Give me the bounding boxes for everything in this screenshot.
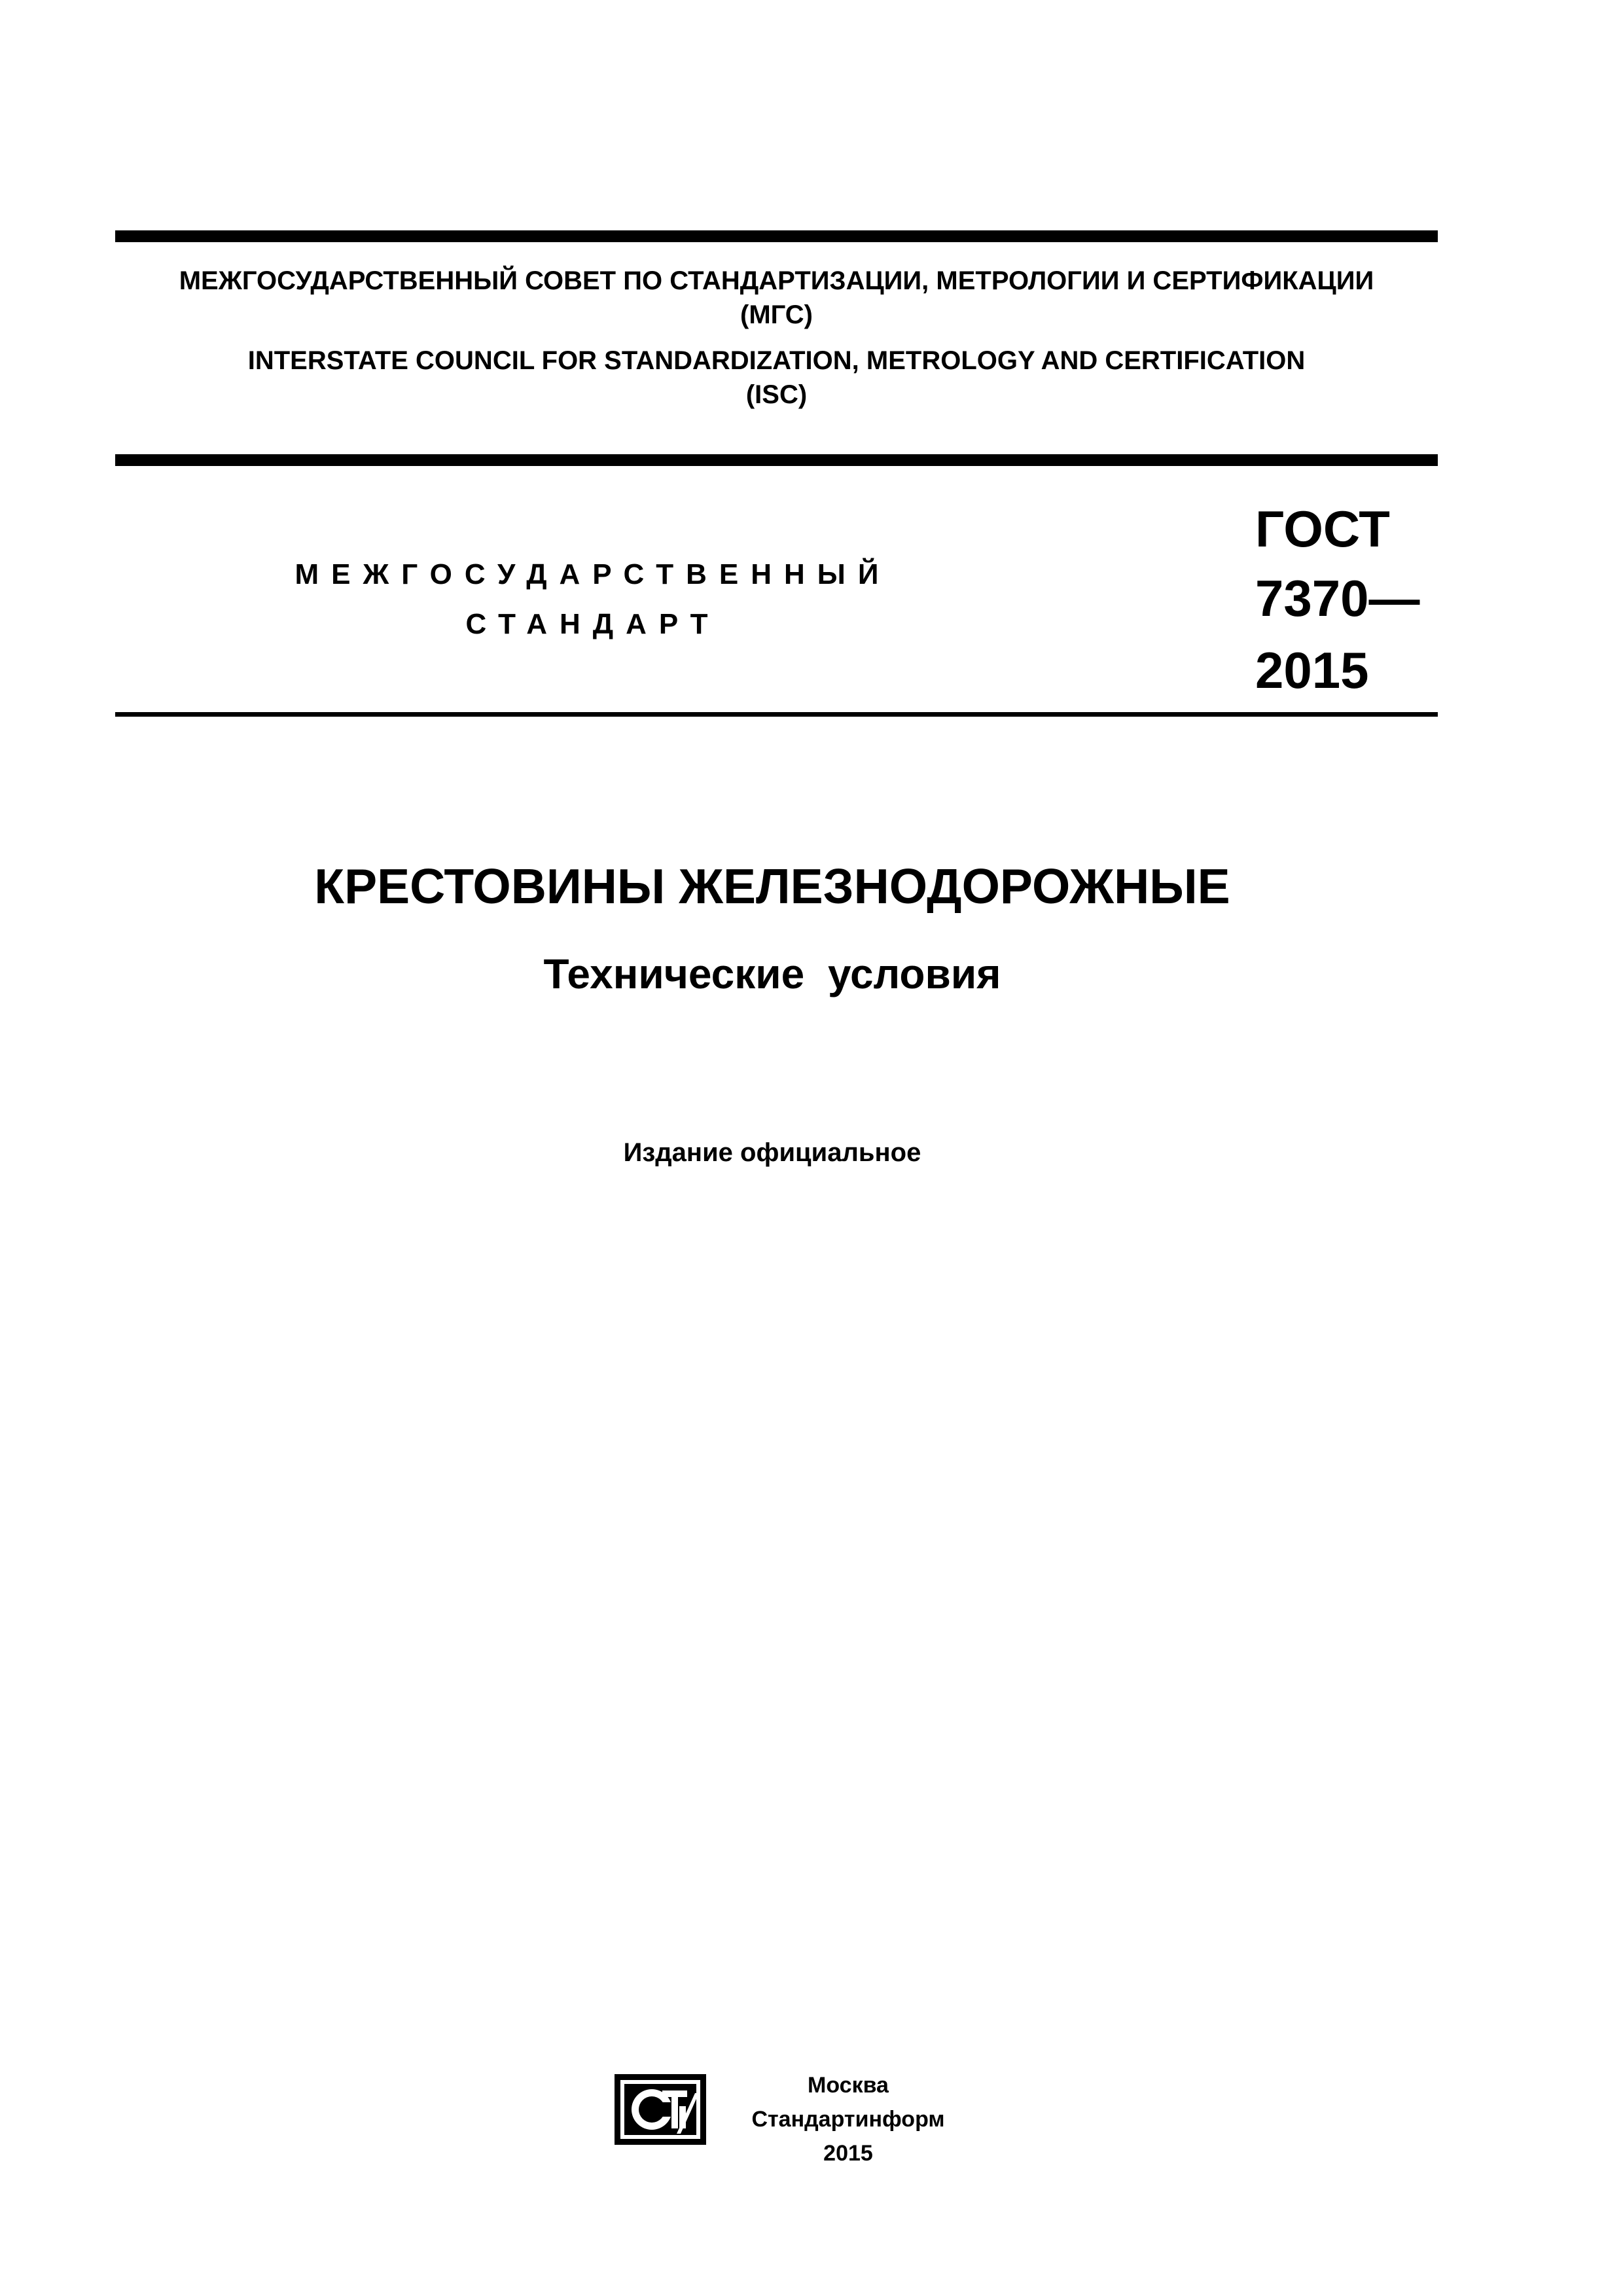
publisher-name: Стандартинформ bbox=[751, 2107, 945, 2132]
council-name-en: INTERSTATE COUNCIL FOR STANDARDIZATION, METROLOGY AND CERTIFICATION bbox=[247, 346, 1306, 375]
publisher-year: 2015 bbox=[823, 2141, 873, 2166]
document-subtitle: Технические условия bbox=[543, 950, 1001, 997]
gost-designation-number: 7370— bbox=[1255, 569, 1420, 627]
middle-divider bbox=[115, 454, 1438, 466]
council-abbr-en: (ISC) bbox=[745, 380, 808, 409]
council-name-ru: МЕЖГОСУДАРСТВЕННЫЙ СОВЕТ ПО СТАНДАРТИЗАЦИИ, МЕТРОЛОГИИ И СЕРТИФИКАЦИИ bbox=[179, 266, 1374, 295]
document-title: КРЕСТОВИНЫ ЖЕЛЕЗНОДОРОЖНЫЕ bbox=[314, 859, 1230, 914]
bottom-divider bbox=[115, 712, 1438, 717]
publisher-city: Москва bbox=[808, 2073, 889, 2098]
edition-note: Издание официальное bbox=[623, 1138, 921, 1167]
top-divider bbox=[115, 230, 1438, 242]
gost-designation-prefix: ГОСТ bbox=[1255, 500, 1390, 558]
standard-type-line2: СТАНДАРТ bbox=[465, 608, 721, 640]
standard-type-line1: МЕЖГОСУДАРСТВЕННЫЙ bbox=[294, 558, 891, 590]
standartinform-logo-icon bbox=[614, 2073, 707, 2145]
council-abbr-ru: (МГС) bbox=[740, 300, 813, 329]
gost-designation-year: 2015 bbox=[1255, 641, 1369, 699]
